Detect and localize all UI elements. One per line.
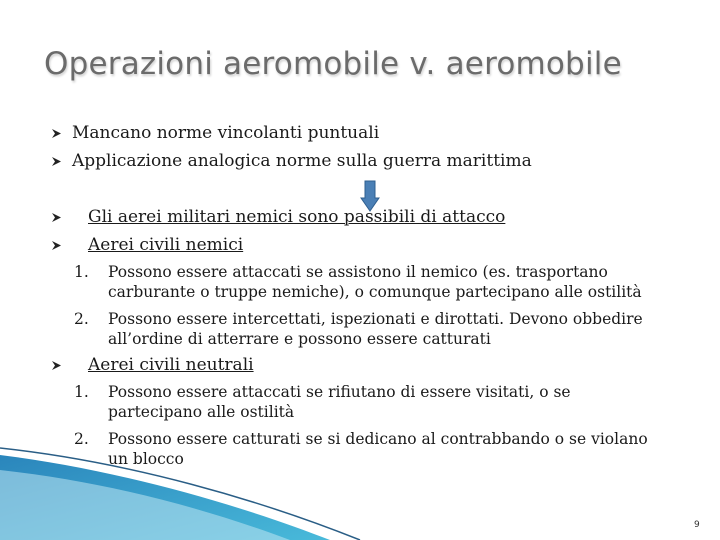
slide-title: Operazioni aeromobile v. aeromobile (44, 46, 622, 82)
diamond-bullet-icon (52, 213, 61, 222)
item-number: 1. (74, 263, 89, 281)
item-text: Possono essere attaccati se assistono il nemico (es. trasportano carburante o truppe nemiche), o comunque partecipano alle ostilità (108, 263, 642, 301)
item-number: 2. (74, 430, 89, 448)
item-text: Possono essere intercettati, ispezionati e dirottati. Devono obbedire all’ordine di atterrare e possono essere catturati (108, 310, 643, 348)
diamond-bullet-icon (52, 157, 61, 166)
diamond-bullet-icon (52, 361, 61, 370)
item-number: 2. (74, 310, 89, 328)
bullet-text: Applicazione analogica norme sulla guerra marittima (72, 151, 532, 171)
page-number: 9 (694, 520, 700, 530)
item-number: 1. (74, 383, 89, 401)
bullet-text: Mancano norme vincolanti puntuali (72, 123, 380, 143)
diamond-bullet-icon (52, 241, 61, 250)
bullet-text: Gli aerei militari nemici sono passibili di attacco (88, 207, 506, 227)
item-text: Possono essere catturati se si dedicano al contrabbando o se violano un blocco (108, 430, 648, 468)
bullet-text: Aerei civili nemici (88, 235, 244, 255)
item-text: Possono essere attaccati se rifiutano di essere visitati, o se partecipano alle ostilità (108, 383, 571, 421)
bullet-text: Aerei civili neutrali (88, 355, 254, 375)
diamond-bullet-icon (52, 129, 61, 138)
